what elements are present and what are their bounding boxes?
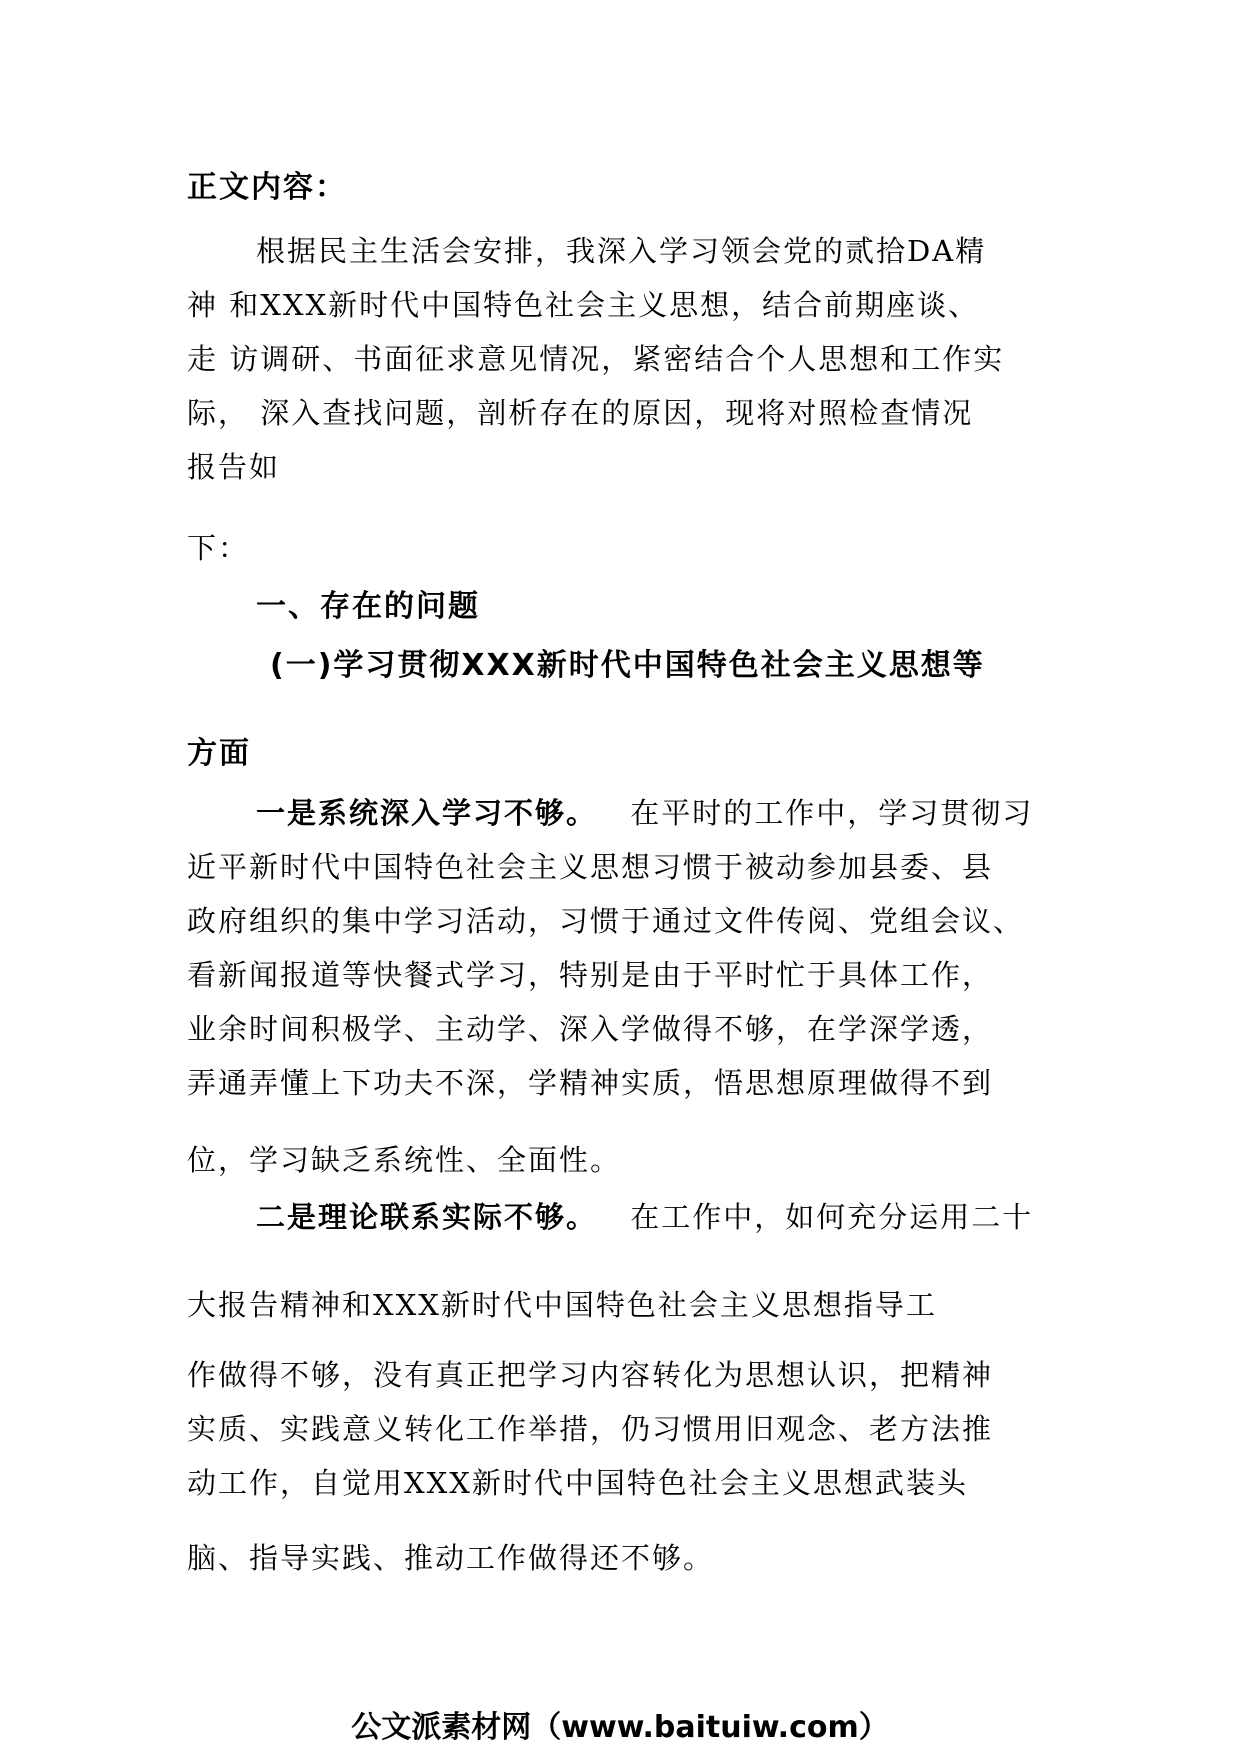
- point-2-lead: 二是理论联系实际不够。: [256, 1200, 598, 1234]
- point-1-line: 弄通弄懂上下功夫不深，学精神实质，悟思想原理做得不到: [187, 1066, 994, 1100]
- intro-line: 下：: [187, 531, 250, 565]
- intro-line: 际， 深入查找问题，剖析存在的原因，现将对照检查情况: [187, 396, 974, 430]
- intro-line: 神 和XXX新时代中国特色社会主义思想，结合前期座谈、: [187, 288, 980, 322]
- section-label: 正文内容：: [187, 170, 347, 205]
- subheading-study: (一)学习贯彻XXX新时代中国特色社会主义思想等: [270, 648, 985, 683]
- heading-problems: 一、存在的问题: [256, 589, 480, 624]
- intro-line: 走 访调研、书面征求意见情况，紧密结合个人思想和工作实: [187, 342, 1005, 376]
- point-2-text: 在工作中，如何充分运用二十: [630, 1200, 1034, 1234]
- point-1-line: 位，学习缺乏系统性、全面性。: [187, 1143, 622, 1177]
- point-1-line: 政府组织的集中学习活动，习惯于通过文件传阅、党组会议、: [187, 904, 1025, 938]
- intro-line: 报告如: [187, 450, 281, 484]
- point-2-line: 作做得不够，没有真正把学习内容转化为思想认识，把精神: [187, 1358, 994, 1392]
- intro-line: 根据民主生活会安排，我深入学习领会党的贰拾DA精: [256, 234, 987, 268]
- point-2-first-line: [256, 1197, 1033, 1237]
- point-1-text: 在平时的工作中，学习贯彻习: [630, 796, 1034, 830]
- point-2-line: 实质、实践意义转化工作举措，仍习惯用旧观念、老方法推: [187, 1412, 994, 1446]
- point-1-line: 业余时间积极学、主动学、深入学做得不够，在学深学透，: [187, 1012, 994, 1046]
- point-2-line: 脑、指导实践、推动工作做得还不够。: [187, 1541, 715, 1575]
- point-1-lead: 一是系统深入学习不够。: [256, 796, 598, 830]
- point-1-first-line: [256, 793, 1033, 833]
- subheading-study-continued: 方面: [187, 736, 251, 771]
- point-1-line: 看新闻报道等快餐式学习，特别是由于平时忙于具体工作，: [187, 958, 994, 992]
- footer-watermark: 公文派素材网（www.baituiw.com）: [351, 1710, 889, 1745]
- point-1-line: 近平新时代中国特色社会主义思想习惯于被动参加县委、县: [187, 850, 994, 884]
- point-2-line: 大报告精神和XXX新时代中国特色社会主义思想指导工: [187, 1288, 937, 1322]
- point-2-line: 动工作，自觉用XXX新时代中国特色社会主义思想武装头: [187, 1466, 968, 1500]
